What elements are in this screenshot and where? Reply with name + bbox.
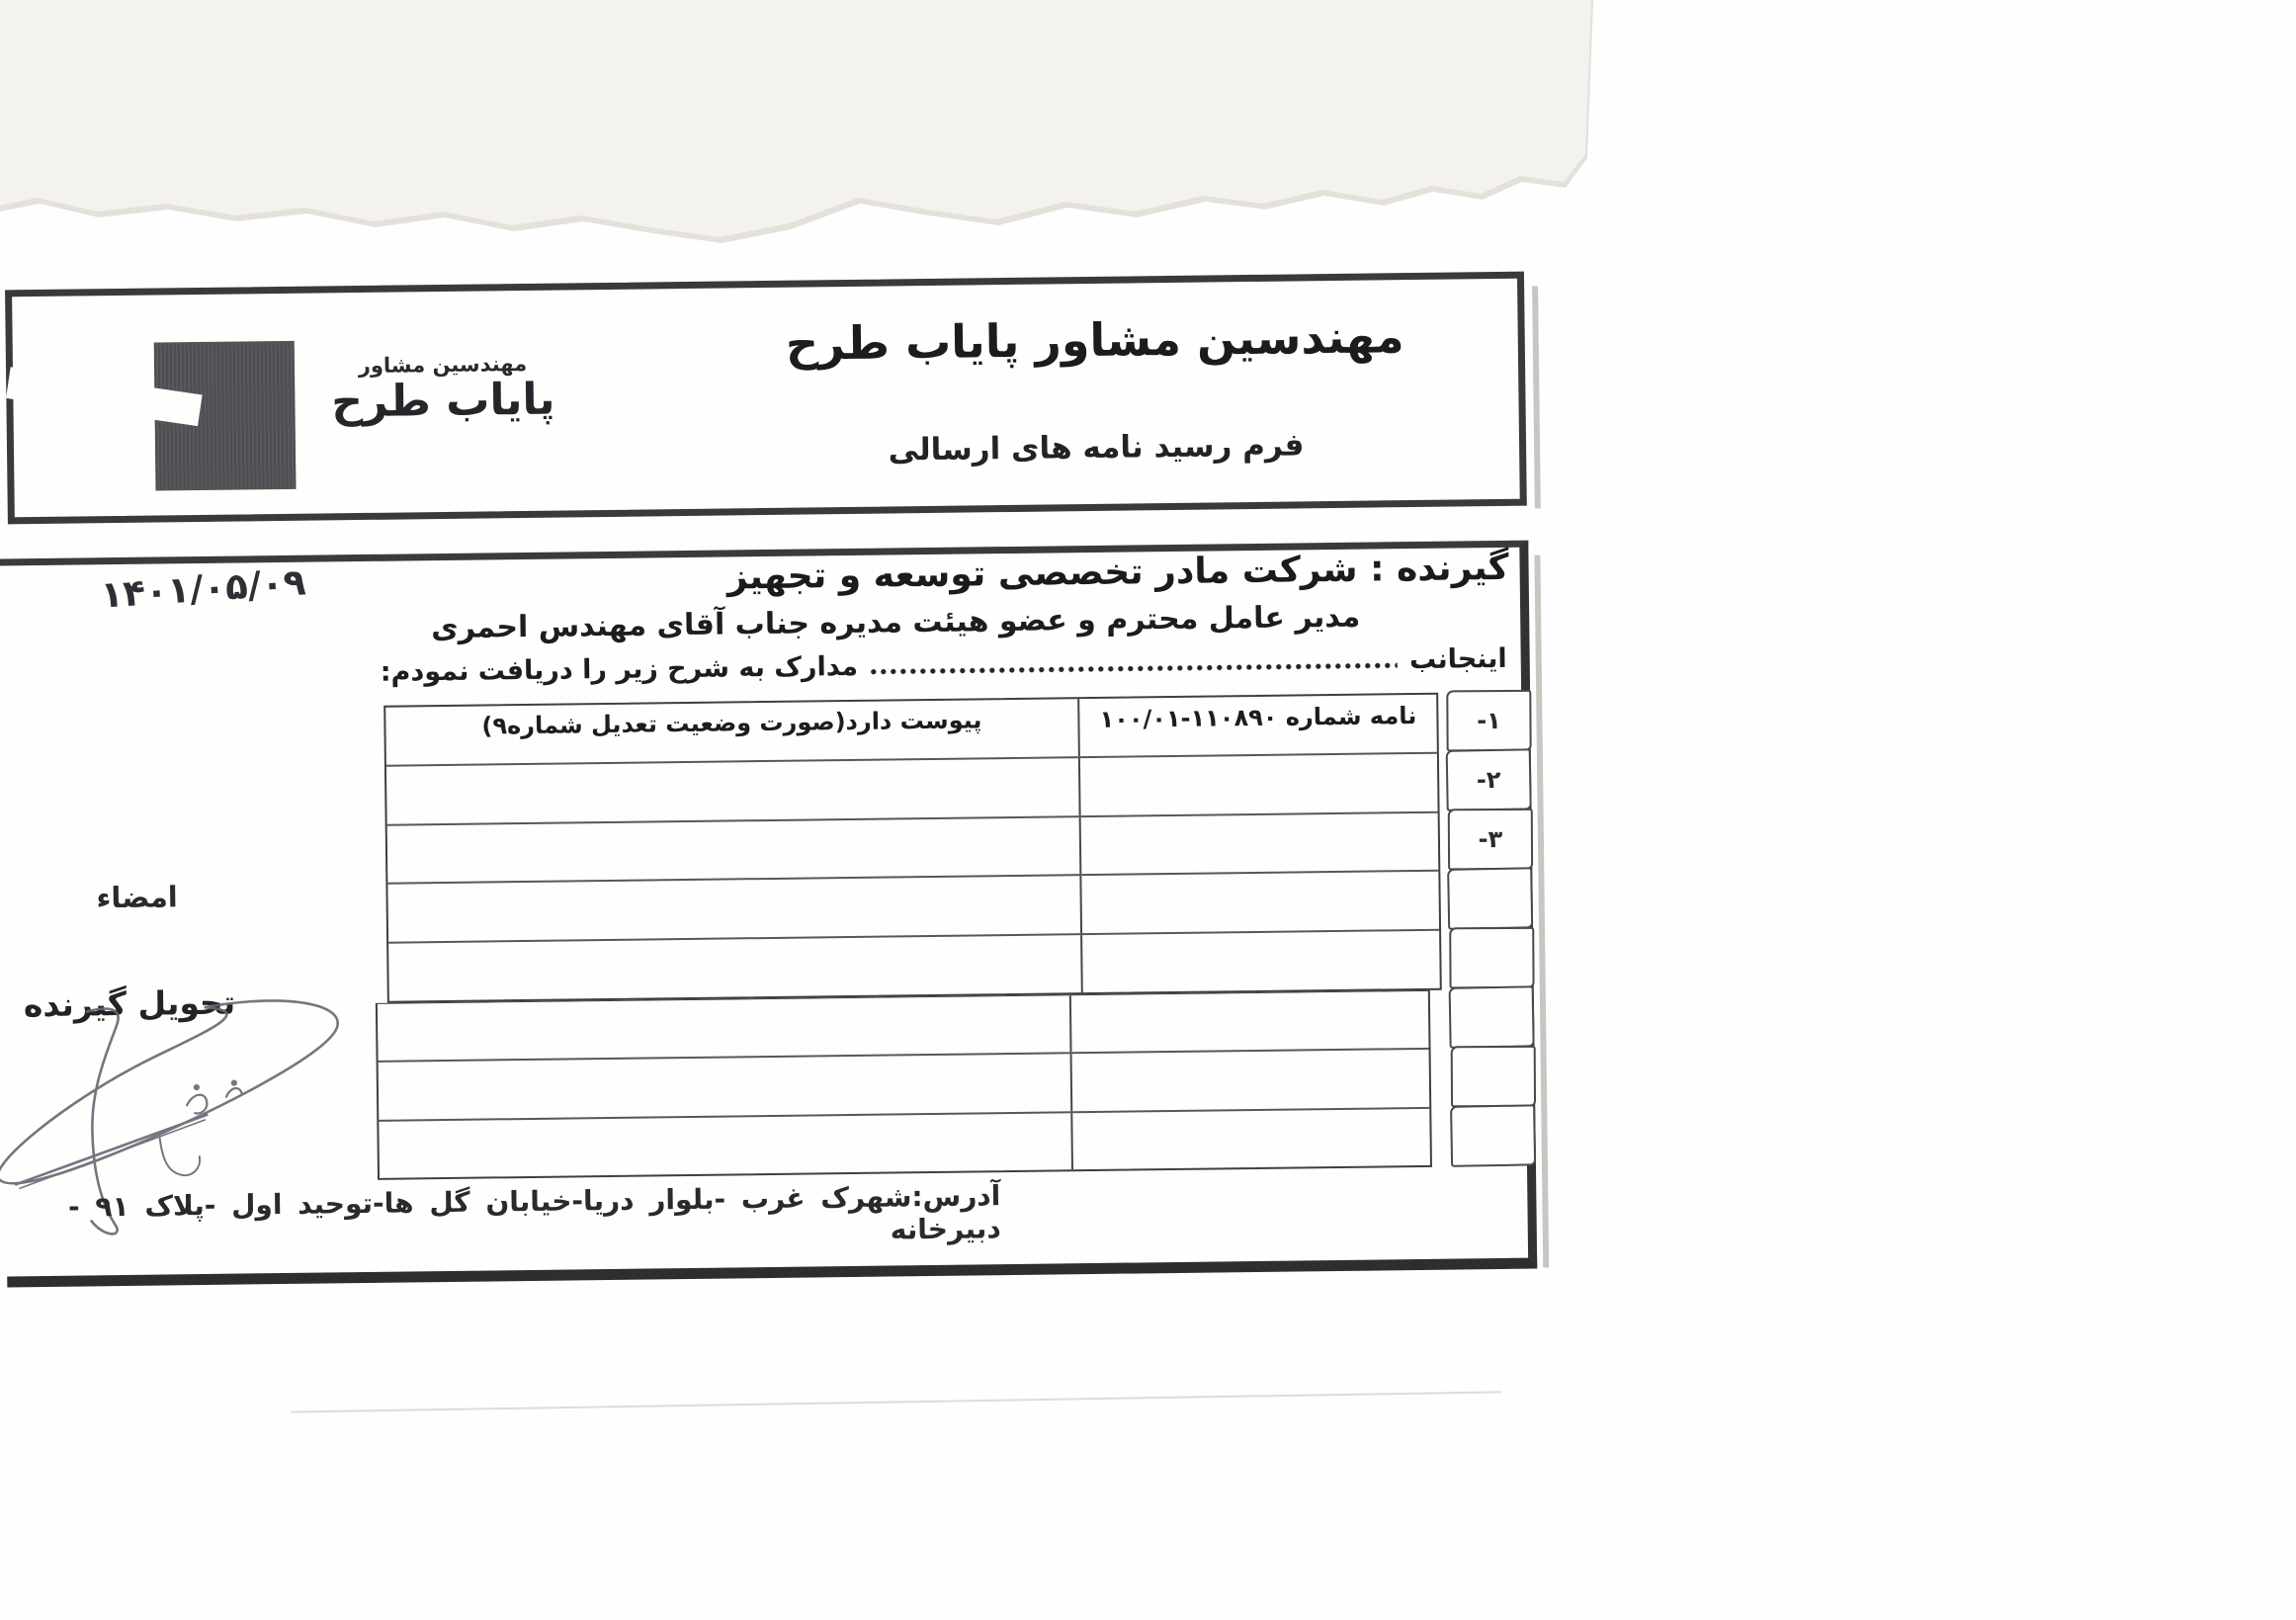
dotted-leader [870, 659, 1398, 678]
letter-cell [1080, 931, 1440, 992]
recipient-detail-line: مدیر عامل محترم و عضو هیئت مدیره جناب آقای مهندس احمری [430, 599, 1361, 646]
declaration-line [381, 643, 1507, 688]
logo-text [309, 351, 577, 428]
scan-edge-shadow [1534, 554, 1549, 1267]
attachment-cell [386, 758, 1079, 823]
page-subtitle: فرم رسید نامه های ارسالی [888, 427, 1305, 469]
documents-table-lower [376, 990, 1432, 1180]
table-row [379, 1107, 1430, 1178]
declaration-prefix: اینجانب [1408, 642, 1507, 676]
logo-large-text: پایاب طرح [331, 374, 555, 428]
row-number-box: ۲- [1446, 748, 1532, 810]
header-box [5, 272, 1527, 525]
letter-cell [1069, 991, 1429, 1053]
documents-table-upper [383, 693, 1442, 1003]
signature-scribble [187, 1095, 208, 1114]
row-number-box [1447, 867, 1533, 929]
declaration-suffix: مدارک به شرح زیر را دریافت نمودم: [380, 650, 859, 688]
row-number-box: ۱- [1446, 690, 1531, 752]
logo-small-text: مهندسین مشاور [358, 351, 528, 379]
receiver-label: تحویل گیرنده [23, 982, 236, 1025]
signature-label: امضاء [96, 880, 178, 915]
attachment-cell [379, 1113, 1071, 1178]
signature-dot [232, 1081, 236, 1085]
row-number-box [1449, 985, 1535, 1048]
letter-cell: نامه شماره ۱۱۰۸۹۰-۱۰۰/۰۱ [1077, 695, 1437, 756]
row-number-box [1450, 1104, 1536, 1166]
signature-dot [195, 1085, 199, 1089]
attachment-cell [387, 817, 1080, 883]
row-number-box [1451, 1046, 1536, 1108]
table-row [388, 929, 1440, 1001]
row-number-column [1445, 692, 1536, 1167]
attachment-cell [378, 995, 1070, 1061]
letter-cell [1078, 754, 1438, 815]
page-title: مهندسین مشاور پایاب طرح [785, 309, 1404, 371]
letter-cell [1070, 1109, 1430, 1170]
attachment-cell: پیوست دارد(صورت وضعیت تعدیل شماره۹) [481, 706, 982, 740]
scan-fold-line [291, 1391, 1501, 1412]
letter-cell [1079, 812, 1439, 874]
signature-crossline-2 [19, 1120, 206, 1188]
attachment-cell [388, 935, 1081, 1000]
letter-cell [1070, 1050, 1430, 1111]
handwritten-date: ۱۴۰۱/۰۵/۰۹ [99, 560, 307, 617]
signature-scribble [160, 1137, 201, 1175]
attachment-cell [387, 877, 1080, 942]
row-number-box [1449, 927, 1534, 989]
address-line: آدرس:شهرک غرب -بلوار دریا-خیابان گل ها-توحید اول -پلاک ۹۱ - دبیرخانه [67, 1179, 1001, 1246]
letter-cell [1079, 872, 1439, 933]
row-number-box: ۳- [1448, 809, 1533, 871]
signature-loop [0, 994, 338, 1190]
recipient-line: گیرنده : شرکت مادر تخصصی توسعه و تجهیز [726, 547, 1509, 598]
attachment-cell [379, 1055, 1071, 1120]
form-box [0, 541, 1537, 1288]
